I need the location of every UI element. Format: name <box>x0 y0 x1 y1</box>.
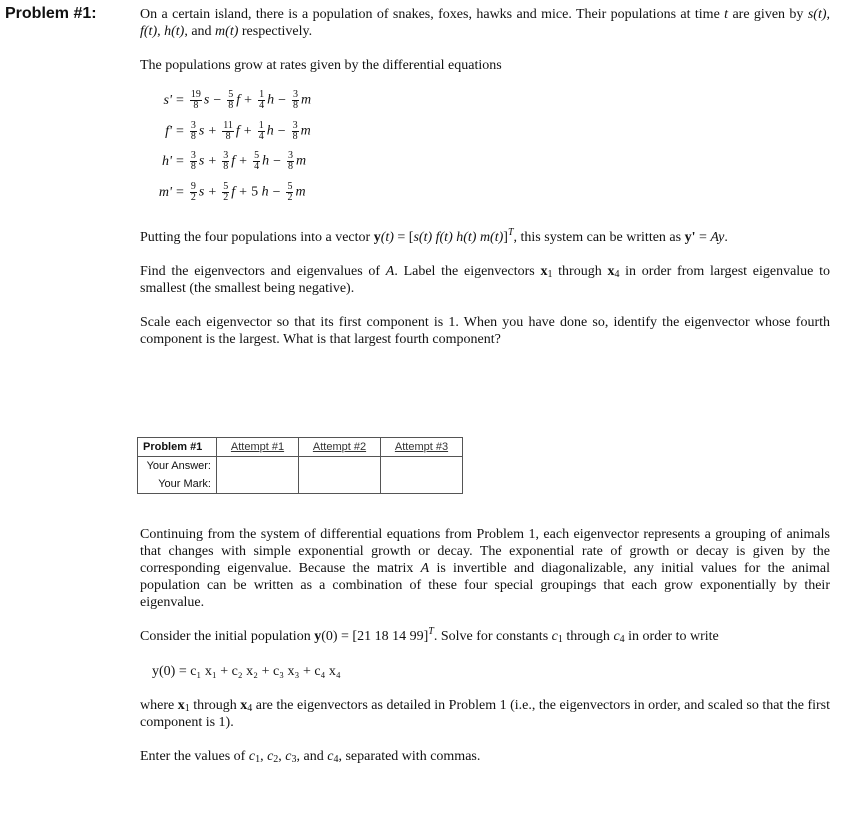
equation-fraction: $\frac{9}{2}$ <box>190 181 196 203</box>
attempt-2-mark-cell <box>299 475 381 494</box>
equation-variable: f <box>231 184 236 200</box>
equation-variable: s <box>203 92 210 108</box>
equation-row: m' = $\frac{9}{2}$ s + $\frac{5}{2}$ f + 5 h − $\frac{5}{2}$ m <box>150 182 306 208</box>
attempt-1-answer-cell <box>217 457 299 476</box>
equation-fraction: $\frac{1}{4}$ <box>258 120 264 142</box>
enter-values-sentence: Enter the values of $c_1$, $c_2$, $c_3$, and $c_4$, separated with commas. <box>140 749 481 765</box>
attempt-3-link[interactable]: Attempt #3 <box>381 438 463 457</box>
equation-coefficient: 5 <box>251 184 262 200</box>
equation-variable: h <box>267 92 275 108</box>
vector-sentence: Putting the four populations into a vector y(t) = [s(t) f(t) h(t) m(t)]$^T$, this system can be written as y' = Ay. <box>140 227 728 245</box>
continuation-paragraph: Continuing from the system of differential equations from Problem 1, each eigenvector represents a grouping of animals that changes with simple exponential growth or decay. The exponential rate of growth or decay is given by the corresponding eigenvalue. Because the matrix A is invertible and diagonalizable, any initial values for the animal population can be written as a combination of these four special groupings that each grow exponentially by their eigenvalue. <box>140 527 830 610</box>
attempt-1-link[interactable]: Attempt #1 <box>217 438 299 457</box>
equation-variable: m <box>300 92 312 108</box>
equation-variable: m <box>295 153 307 169</box>
equation-lhs: h' <box>162 153 172 169</box>
eigenvector-note: where $x_1$ through $x_4$ are the eigenvectors as detailed in Problem 1 (i.e., the eigenvectors in order, and scaled so that the first component is 1). <box>140 698 830 730</box>
combination-equation: y(0) = c₁ x₁ + c₂ x₂ + c₃ x₃ + c₄ x₄ <box>152 664 341 679</box>
equation-row: s' = $\frac{19}{8}$ s − $\frac{5}{8}$ f + $\frac{1}{4}$ h − $\frac{3}{8}$ m <box>150 90 311 116</box>
equation-variable: m <box>300 123 311 139</box>
equation-fraction: $\frac{3}{8}$ <box>190 150 196 172</box>
equation-fraction: $\frac{5}{2}$ <box>287 181 293 203</box>
equation-variable: s <box>198 184 205 200</box>
find-eigen-sentence: Find the eigenvectors and eigenvalues of A. Label the eigenvectors $x_1$ through $x_4$ in order from largest eigenvalue to smallest (the smallest being negative). <box>140 264 830 296</box>
equation-variable: m <box>295 184 306 200</box>
initial-population-sentence: Consider the initial population y(0) = [21 18 14 99]$^T$. Solve for constants $c_1$ through $c_4$ in order to write <box>140 626 719 645</box>
your-answer-label: Your Answer: <box>138 457 217 476</box>
equation-fraction: $\frac{11}{8}$ <box>223 120 233 142</box>
equation-variable: s <box>198 123 205 139</box>
equation-fraction: $\frac{3}{8}$ <box>292 120 298 142</box>
attempt-1-mark-cell <box>217 475 299 494</box>
equation-lhs: s' <box>163 92 172 108</box>
equation-fraction: $\frac{19}{8}$ <box>190 89 201 111</box>
equation-fraction: $\frac{3}{8}$ <box>190 120 196 142</box>
equation-fraction: $\frac{5}{2}$ <box>223 181 229 203</box>
equation-lhs: m' <box>158 184 172 200</box>
equation-row: h' = $\frac{3}{8}$ s + $\frac{3}{8}$ f + $\frac{5}{4}$ h − $\frac{3}{8}$ m <box>150 151 306 177</box>
problem-header <box>5 5 97 23</box>
attempt-2-answer-cell <box>299 457 381 476</box>
rates-sentence: The populations grow at rates given by the differential equations <box>140 58 502 73</box>
equation-lhs: f' <box>165 123 172 139</box>
equation-fraction: $\frac{1}{4}$ <box>259 89 265 111</box>
answer-table <box>137 437 463 494</box>
attempt-2-link[interactable]: Attempt #2 <box>299 438 381 457</box>
problem-intro: On a certain island, there is a population of snakes, foxes, hawks and mice. Their populations at time t are given by s(t), f(t), h(t), and m(t) respectively. <box>140 7 830 39</box>
equation-variable: f <box>235 123 240 139</box>
equation-row: f' = $\frac{3}{8}$ s + $\frac{11}{8}$ f + $\frac{1}{4}$ h − $\frac{3}{8}$ m <box>150 121 311 147</box>
problem-label: Problem #1: <box>5 5 97 22</box>
table-problem-header: Problem #1 <box>138 438 217 457</box>
equation-fraction: $\frac{5}{8}$ <box>228 89 234 111</box>
attempt-3-answer-cell <box>381 457 463 476</box>
attempt-3-mark-cell <box>381 475 463 494</box>
equation-variable: f <box>236 92 241 108</box>
equation-variable: h <box>266 123 274 139</box>
scale-sentence: Scale each eigenvector so that its first component is 1. When you have done so, identify the eigenvector whose fourth component is the largest. What is that largest fourth component? <box>140 315 830 347</box>
equation-fraction: $\frac{3}{8}$ <box>223 150 229 172</box>
equation-variable: f <box>231 153 236 169</box>
equation-fraction: $\frac{3}{8}$ <box>292 89 298 111</box>
equation-fraction: $\frac{5}{4}$ <box>254 150 260 172</box>
your-mark-label: Your Mark: <box>138 475 217 494</box>
equation-variable: h <box>262 153 270 169</box>
equation-fraction: $\frac{3}{8}$ <box>287 150 293 172</box>
equation-variable: h <box>261 184 269 200</box>
equation-variable: s <box>198 153 205 169</box>
